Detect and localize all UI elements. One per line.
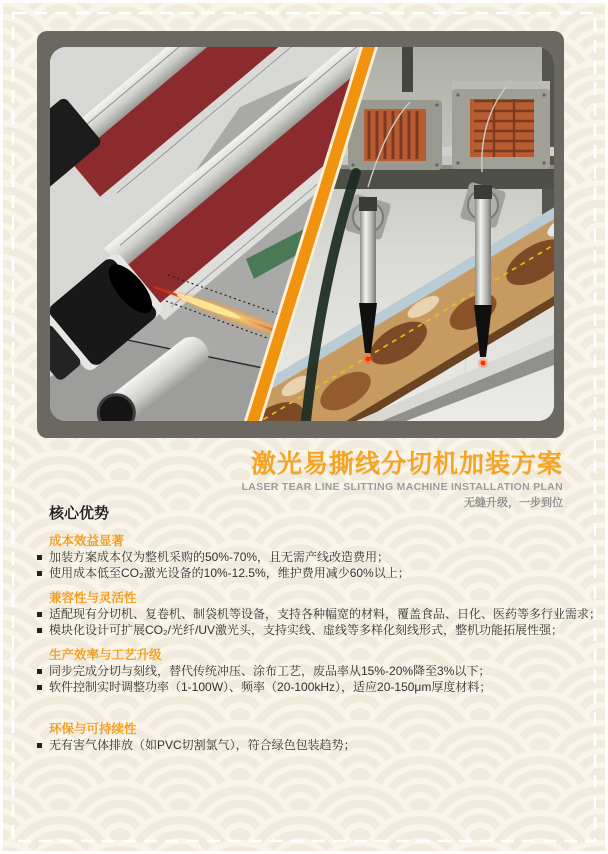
list-item <box>37 606 602 622</box>
bullet-square-icon <box>37 612 42 617</box>
advantage-block-cost <box>37 533 589 581</box>
bullet-square-icon <box>37 685 42 690</box>
core-advantages-section <box>37 505 602 762</box>
list-item <box>37 622 589 638</box>
list-item <box>37 737 589 753</box>
list-item <box>37 679 589 695</box>
advantage-heading: 生产效率与工艺升级 <box>49 648 162 662</box>
bullet-square-icon <box>37 669 42 674</box>
title-block <box>242 449 563 510</box>
page-title: 激光易撕线分切机加装方案 <box>250 450 563 478</box>
tagline: 无缝升级，一步到位 <box>464 497 563 509</box>
advantage-block-environment <box>37 721 589 753</box>
advantage-heading: 成本效益显著 <box>49 534 125 548</box>
section-title: 核心优势 <box>49 505 110 522</box>
advantage-block-efficiency <box>37 647 589 695</box>
machine-photo <box>50 47 554 421</box>
bullet-square-icon <box>37 571 42 576</box>
bullet-text: 无有害气体排放（如PVC切割氯气），符合绿色包装趋势； <box>49 738 356 752</box>
bullet-text: 适配现有分切机、复卷机、制袋机等设备，支持各种幅宽的材料，覆盖食品、日化、医药等多行业需求； <box>49 607 602 621</box>
list-item <box>37 663 589 679</box>
photo-frame <box>37 31 564 438</box>
bullet-text: 模块化设计可扩展CO₂/光纤/UV激光头，支持实线、虚线等多样化刻线形式，整机功能拓展性强； <box>49 623 563 637</box>
bullet-text: 加装方案成本仅为整机采购的50%-70%，且无需产线改造费用； <box>49 550 390 564</box>
page-subtitle-en: LASER TEAR LINE SLITTING MACHINE INSTALLATION PLAN <box>241 481 563 493</box>
bullet-text: 软件控制实时调整功率（1-100W）、频率（20-100kHz），适应20-150μm厚度材料； <box>49 680 492 694</box>
laser-source-box <box>348 92 442 170</box>
bullet-square-icon <box>37 628 42 633</box>
bullet-text: 同步完成分切与刻线，替代传统冲压、涂布工艺，废品率从15%-20%降至3%以下； <box>49 664 491 678</box>
advantage-heading: 兼容性与灵活性 <box>49 591 137 605</box>
advantage-heading: 环保与可持续性 <box>49 722 137 736</box>
laser-machine-illustration <box>50 47 554 421</box>
bullet-square-icon <box>37 555 42 560</box>
list-item <box>37 549 589 565</box>
advantage-block-compatibility <box>37 590 602 638</box>
bullet-text: 使用成本低至CO₂激光设备的10%-12.5%，维护费用减少60%以上； <box>49 566 410 580</box>
bullet-square-icon <box>37 743 42 748</box>
list-item <box>37 565 589 581</box>
